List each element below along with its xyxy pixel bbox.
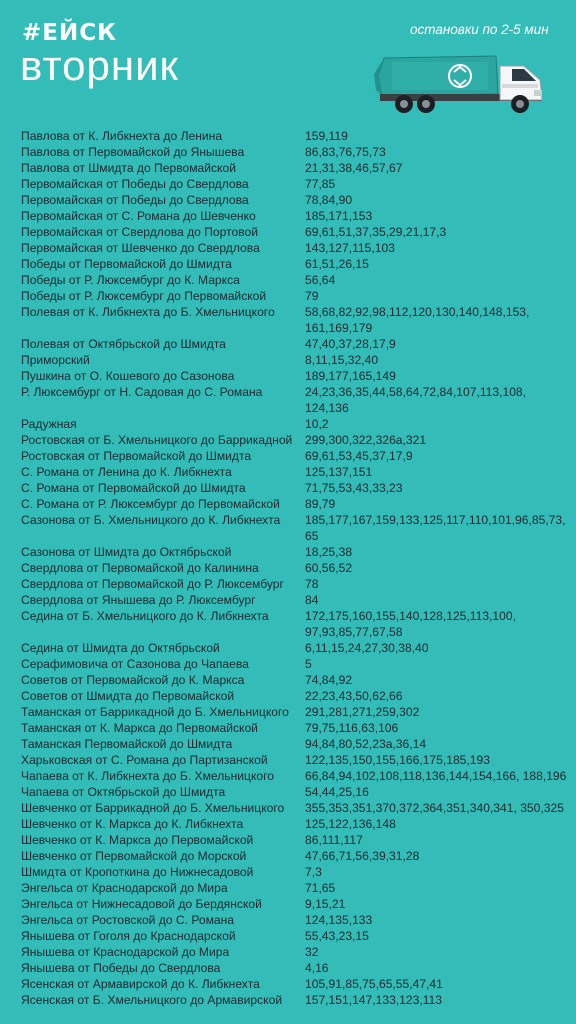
street-name: Победы от Первомайской до Шмидта xyxy=(21,257,232,271)
stop-numbers: 74,84,92 xyxy=(305,673,353,687)
stop-numbers: 124,135,133 xyxy=(305,913,373,927)
street-name: Шевченко от Баррикадной до Б. Хмельницкого xyxy=(21,801,285,815)
stop-numbers: 185,171,153 xyxy=(305,209,373,223)
street-name: Советов от Шмидта до Первомайской xyxy=(21,689,235,703)
schedule-row xyxy=(21,928,571,944)
stop-numbers: 94,84,80,52,23а,36,14 xyxy=(305,737,427,751)
street-name: Первомайская от Шевченко до Свердлова xyxy=(21,241,260,255)
street-name: Павлова от К. Либкнехта до Ленина xyxy=(21,129,223,143)
schedule-row xyxy=(21,160,571,176)
schedule-row xyxy=(21,736,571,752)
street-name: Чапаева от К. Либкнехта до Б. Хмельницкого xyxy=(21,769,274,783)
schedule-row xyxy=(21,768,571,784)
schedule-row xyxy=(21,464,571,480)
stop-numbers: 159,119 xyxy=(305,129,348,143)
street-name: Харьковская от С. Романа до Партизанской xyxy=(21,753,268,767)
street-name: Приморский xyxy=(21,353,90,367)
street-name: Энгельса от Нижнесадовой до Бердянской xyxy=(21,897,262,911)
schedule-row xyxy=(21,208,571,224)
stop-numbers: 185,177,167,159,133,125,117,110,101,96,85,73,65 xyxy=(305,513,566,543)
stop-numbers: 86,83,76,75,73 xyxy=(305,145,386,159)
stop-numbers: 71,75,53,43,33,23 xyxy=(305,481,403,495)
street-name: Серафимовича от Сазонова до Чапаева xyxy=(21,657,249,671)
street-name: Павлова от Первомайской до Янышева xyxy=(21,145,245,159)
schedule-row xyxy=(21,304,571,336)
schedule-row xyxy=(21,352,571,368)
stop-numbers: 143,127,115,103 xyxy=(305,241,395,255)
street-name: Шевченко от К. Маркса до К. Либкнехта xyxy=(21,817,244,831)
stop-numbers: 86,111,117 xyxy=(305,833,363,847)
street-name: Полевая от Октябрьской до Шмидта xyxy=(21,337,226,351)
stop-numbers: 299,300,322,326а,321 xyxy=(305,433,427,447)
schedule-row xyxy=(21,848,571,864)
schedule-row xyxy=(21,560,571,576)
street-name: Янышева от Победы до Свердлова xyxy=(21,961,221,975)
schedule-row xyxy=(21,288,571,304)
street-name: Победы от Р. Люксембург до Первомайской xyxy=(21,289,267,303)
stop-numbers: 7,3 xyxy=(305,865,322,879)
stop-numbers: 9,15,21 xyxy=(305,897,346,911)
street-name: Первомайская от С. Романа до Шевченко xyxy=(21,209,256,223)
stop-numbers: 355,353,351,370,372,364,351,340,341, 350,325 xyxy=(305,801,564,815)
street-name: Ясенская от Армавирской до К. Либкнехта xyxy=(21,977,260,991)
stop-numbers: 22,23,43,50,62,66 xyxy=(305,689,403,703)
schedule-row xyxy=(21,384,571,416)
schedule-row xyxy=(21,800,571,816)
schedule-row xyxy=(21,816,571,832)
schedule-row xyxy=(21,176,571,192)
street-name: Первомайская от Победы до Свердлова xyxy=(21,177,249,191)
street-name: Ясенская от Б. Хмельницкого до Армавирской xyxy=(21,993,283,1007)
stop-numbers: 24,23,36,35,44,58,64,72,84,107,113,108, 124,136 xyxy=(305,385,527,415)
garbage-truck-icon xyxy=(374,50,550,116)
stop-numbers: 189,177,165,149 xyxy=(305,369,396,383)
stop-numbers: 79 xyxy=(305,289,319,303)
stop-numbers: 122,135,150,155,166,175,185,193 xyxy=(305,753,490,767)
street-name: Седина от Шмидта до Октябрьской xyxy=(21,641,220,655)
schedule-row xyxy=(21,128,571,144)
stop-numbers: 84 xyxy=(305,593,319,607)
street-name: Таманская от Баррикадной до Б. Хмельницкого xyxy=(21,705,289,719)
schedule-row xyxy=(21,496,571,512)
stop-numbers: 60,56,52 xyxy=(305,561,353,575)
schedule-row xyxy=(21,912,571,928)
street-name: С. Романа от Ленина до К. Либкнехта xyxy=(21,465,232,479)
street-name: Таманская Первомайской до Шмидта xyxy=(21,737,233,751)
street-name: Свердлова от Янышева до Р. Люксембург xyxy=(21,593,256,607)
street-name: Янышева от Краснодарской до Мира xyxy=(21,945,230,959)
schedule-list xyxy=(21,128,571,1008)
schedule-row xyxy=(21,960,571,976)
schedule-row xyxy=(21,688,571,704)
stop-numbers: 125,137,151 xyxy=(305,465,373,479)
schedule-row xyxy=(21,336,571,352)
stops-duration-note: остановки по 2-5 мин xyxy=(410,22,549,37)
street-name: Ростовская от Б. Хмельницкого до Баррикадной xyxy=(21,433,293,447)
stop-numbers: 18,25,38 xyxy=(305,545,353,559)
street-name: Первомайская от Свердлова до Портовой xyxy=(21,225,259,239)
stop-numbers: 79,75,116,63,106 xyxy=(305,721,399,735)
street-name: Энгельса от Краснодарской до Мира xyxy=(21,881,228,895)
schedule-row xyxy=(21,224,571,240)
street-name: Радужная xyxy=(21,417,77,431)
stop-numbers: 66,84,94,102,108,118,136,144,154,166, 188,196 xyxy=(305,769,567,783)
stop-numbers: 157,151,147,133,123,113 xyxy=(305,993,442,1007)
schedule-row xyxy=(21,944,571,960)
street-name: Шевченко от Первомайской до Морской xyxy=(21,849,247,863)
schedule-row xyxy=(21,480,571,496)
schedule-row xyxy=(21,672,571,688)
street-name: С. Романа от Первомайской до Шмидта xyxy=(21,481,246,495)
stop-numbers: 291,281,271,259,302 xyxy=(305,705,420,719)
street-name: Седина от Б. Хмельницкого до К. Либкнехта xyxy=(21,609,269,623)
schedule-row xyxy=(21,976,571,992)
schedule-row xyxy=(21,544,571,560)
stop-numbers: 5 xyxy=(305,657,312,671)
street-name: Сазонова от Шмидта до Октябрьской xyxy=(21,545,232,559)
street-name: Шмидта от Кропоткина до Нижнесадовой xyxy=(21,865,254,879)
schedule-row xyxy=(21,240,571,256)
stop-numbers: 105,91,85,75,65,55,47,41 xyxy=(305,977,443,991)
schedule-row xyxy=(21,896,571,912)
street-name: Свердлова от Первомайской до Калинина xyxy=(21,561,259,575)
stop-numbers: 32 xyxy=(305,945,319,959)
stop-numbers: 78 xyxy=(305,577,319,591)
street-name: Полевая от К. Либкнехта до Б. Хмельницкого xyxy=(21,305,275,319)
stop-numbers: 61,51,26,15 xyxy=(305,257,369,271)
schedule-row xyxy=(21,864,571,880)
schedule-row xyxy=(21,832,571,848)
street-name: Шевченко от К. Маркса до Первомайской xyxy=(21,833,254,847)
day-title: вторник xyxy=(20,42,179,89)
street-name: Таманская от К. Маркса до Первомайской xyxy=(21,721,258,735)
street-name: Пушкина от О. Кошевого до Сазонова xyxy=(21,369,235,383)
street-name: Энгельса от Ростовской до С. Романа xyxy=(21,913,235,927)
stop-numbers: 6,11,15,24,27,30,38,40 xyxy=(305,641,429,655)
street-name: Чапаева от Октябрьской до Шмидта xyxy=(21,785,226,799)
street-name: Советов от Первомайской до К. Маркса xyxy=(21,673,245,687)
schedule-row xyxy=(21,576,571,592)
schedule-row xyxy=(21,880,571,896)
schedule-row xyxy=(21,272,571,288)
stop-numbers: 21,31,38,46,57,67 xyxy=(305,161,403,175)
stop-numbers: 54,44,25,16 xyxy=(305,785,369,799)
street-name: Свердлова от Первомайской до Р. Люксембург xyxy=(21,577,284,591)
schedule-row xyxy=(21,752,571,768)
schedule-row xyxy=(21,784,571,800)
stop-numbers: 69,61,51,37,35,29,21,17,3 xyxy=(305,225,447,239)
stop-numbers: 4,16 xyxy=(305,961,329,975)
header xyxy=(0,0,576,125)
stop-numbers: 125,122,136,148 xyxy=(305,817,396,831)
schedule-row xyxy=(21,608,571,640)
schedule-row xyxy=(21,368,571,384)
stop-numbers: 55,43,23,15 xyxy=(305,929,369,943)
schedule-row xyxy=(21,704,571,720)
schedule-row xyxy=(21,592,571,608)
schedule-row xyxy=(21,656,571,672)
stop-numbers: 77,85 xyxy=(305,177,336,191)
schedule-row xyxy=(21,448,571,464)
street-name: Янышева от Гоголя до Краснодарской xyxy=(21,929,236,943)
stop-numbers: 47,40,37,28,17,9 xyxy=(305,337,396,351)
schedule-row xyxy=(21,720,571,736)
stop-numbers: 78,84,90 xyxy=(305,193,353,207)
stop-numbers: 10,2 xyxy=(305,417,329,431)
street-name: Первомайская от Победы до Свердлова xyxy=(21,193,249,207)
schedule-row xyxy=(21,512,571,544)
stop-numbers: 69,61,53,45,37,17,9 xyxy=(305,449,413,463)
stop-numbers: 47,66,71,56,39,31,28 xyxy=(305,849,420,863)
stop-numbers: 58,68,82,92,98,112,120,130,140,148,153, 161,169,179 xyxy=(305,305,530,335)
street-name: Р. Люксембург от Н. Садовая до С. Романа xyxy=(21,385,263,399)
schedule-row xyxy=(21,144,571,160)
street-name: Победы от Р. Люксембург до К. Маркса xyxy=(21,273,240,287)
schedule-row xyxy=(21,432,571,448)
stop-numbers: 89,79 xyxy=(305,497,336,511)
city-hashtag: #ЕЙСК xyxy=(22,20,117,46)
street-name: Сазонова от Б. Хмельницкого до К. Либкнехта xyxy=(21,513,281,527)
stop-numbers: 56,64 xyxy=(305,273,336,287)
schedule-row xyxy=(21,256,571,272)
schedule-row xyxy=(21,416,571,432)
street-name: Павлова от Шмидта до Первомайской xyxy=(21,161,236,175)
schedule-row xyxy=(21,992,571,1008)
street-name: Ростовская от Первомайской до Шмидта xyxy=(21,449,252,463)
schedule-row xyxy=(21,640,571,656)
street-name: С. Романа от Р. Люксембург до Первомайской xyxy=(21,497,280,511)
stop-numbers: 172,175,160,155,140,128,125,113,100, 97,93,85,77,67,58 xyxy=(305,609,516,639)
schedule-row xyxy=(21,192,571,208)
stop-numbers: 8,11,15,32,40 xyxy=(305,353,379,367)
stop-numbers: 71,65 xyxy=(305,881,336,895)
